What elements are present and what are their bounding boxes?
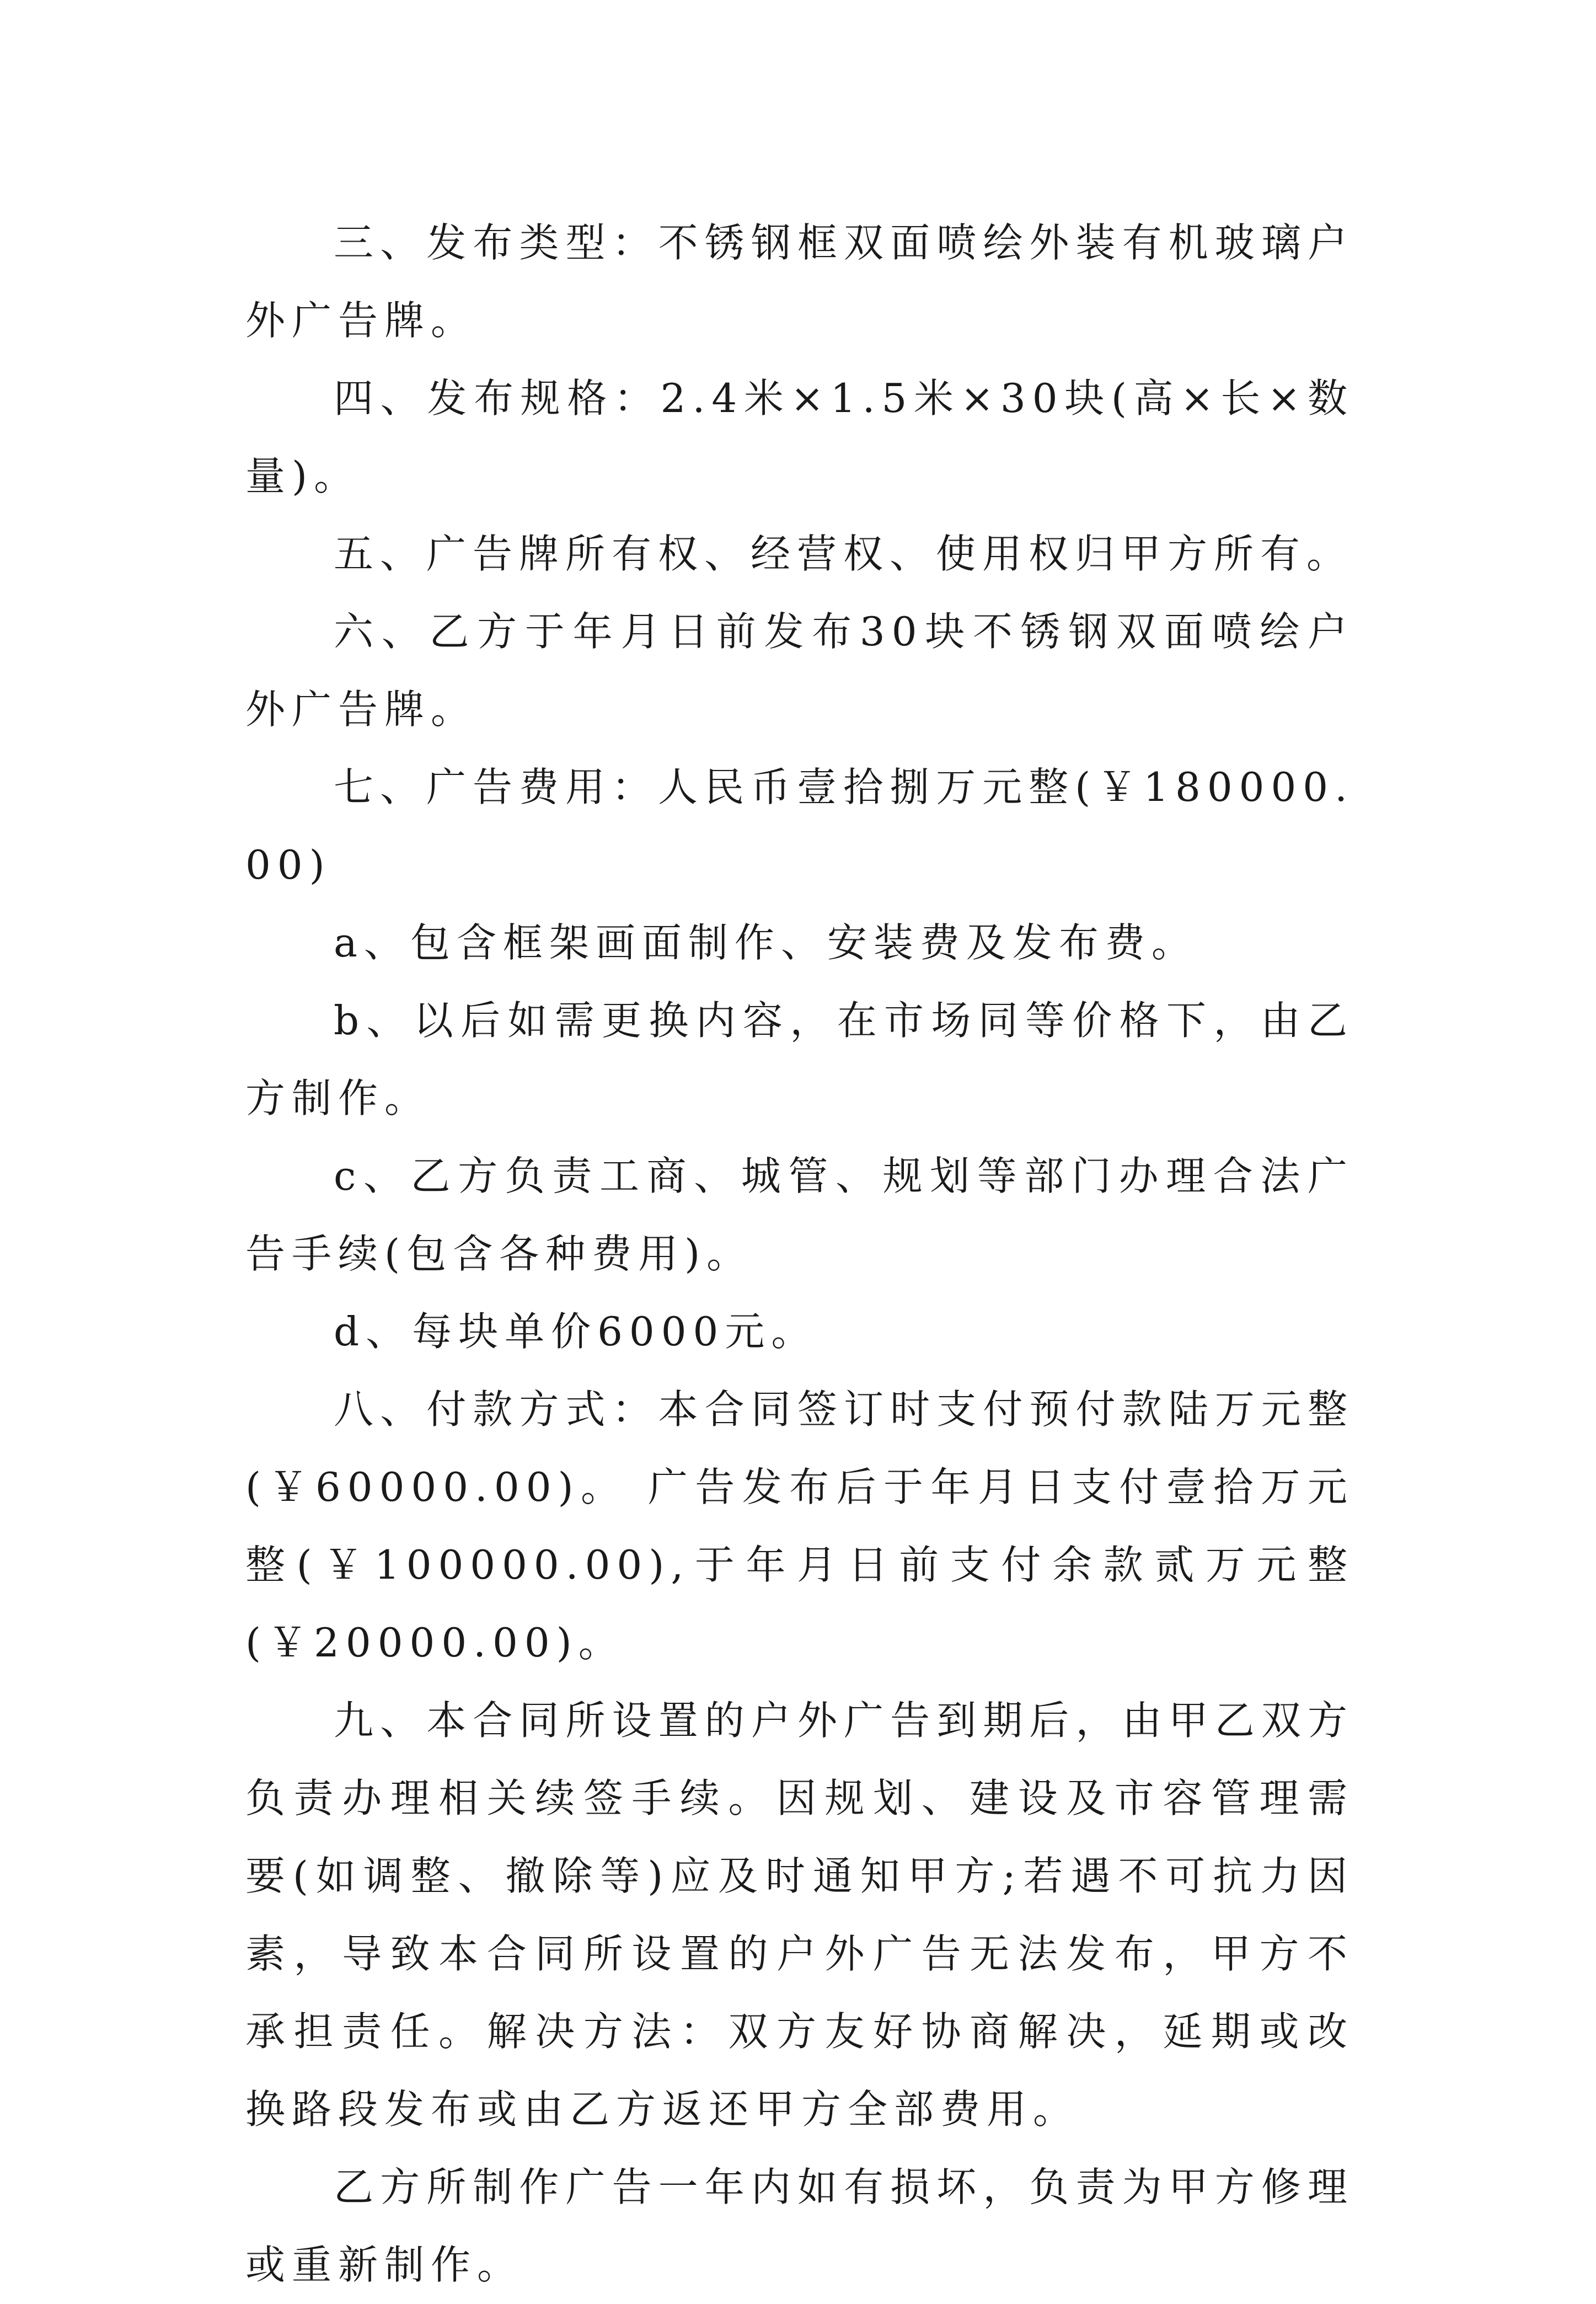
clause-7d: d、每块单价6000元。 [334, 1308, 818, 1355]
clause-7b: b、以后如需更换内容，在市场同等价格下，由乙方制作。 [245, 997, 1354, 1121]
clause-6-release-date: 六、乙方于年月日前发布30块不锈钢双面喷绘户外广告牌。 [245, 608, 1354, 733]
clause-4-release-spec: 四、发布规格：2.4米×1.5米×30块(高×长×数量)。 [245, 375, 1354, 499]
clause-8-payment: 八、付款方式：本合同签订时支付预付款陆万元整(￥60000.00)。 广告发布后于年月日支付壹拾万元整(￥100000.00),于年月日前支付余款贰万元整(￥20000.00)。 [245, 1386, 1354, 1666]
clause-7a: a、包含框架画面制作、安装费及发布费。 [334, 920, 1198, 966]
clause-9-renewal: 九、本合同所设置的户外广告到期后，由甲乙双方负责办理相关续签手续。因规划、建设及市容管理需要(如调整、撤除等)应及时通知甲方;若遇不可抗力因素，导致本合同所设置的户外广告无法发布，甲方不承担责任。解决方法：双方友好协商解决，延期或改换路段发布或由乙方返还甲方全部费用。 [245, 1697, 1354, 2132]
clause-repair: 乙方所制作广告一年内如有损坏，负责为甲方修理或重新制作。 [245, 2164, 1354, 2288]
clause-7c: c、乙方负责工商、城管、规划等部门办理合法广告手续(包含各种费用)。 [245, 1153, 1354, 1277]
clause-3-release-type: 三、发布类型：不锈钢框双面喷绘外装有机玻璃户外广告牌。 [245, 220, 1354, 344]
clause-7-ad-fee: 七、广告费用：人民币壹拾捌万元整(￥180000.00) [245, 764, 1354, 888]
document-body [245, 204, 1354, 2304]
clause-5-ownership: 五、广告牌所有权、经营权、使用权归甲方所有。 [334, 531, 1353, 577]
